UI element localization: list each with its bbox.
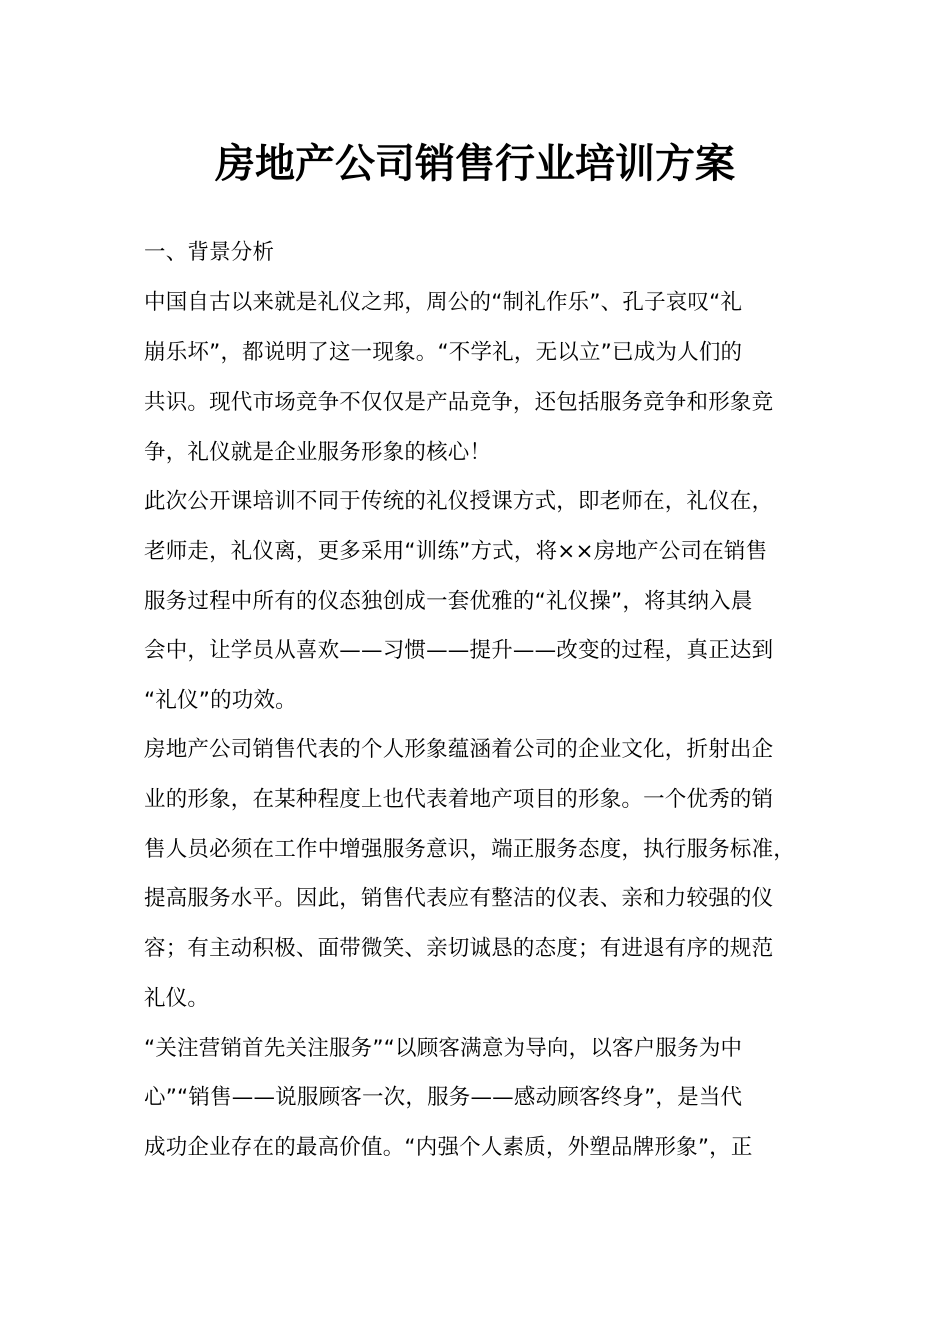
- body-line: 服务过程中所有的仪态独创成一套优雅的“礼仪操”，将其纳入晨: [144, 589, 753, 614]
- body-line: 售人员必须在工作中增强服务意识，端正服务态度，执行服务标准，: [144, 837, 796, 862]
- body-line: 房地产公司销售代表的个人形象蕴涵着公司的企业文化，折射出企: [144, 737, 774, 762]
- body-line: 崩乐坏”，都说明了这一现象。“不学礼，无以立”已成为人们的: [144, 340, 743, 365]
- body-line: 争，礼仪就是企业服务形象的核心！: [144, 440, 492, 465]
- body-line: 会中，让学员从喜欢——习惯——提升——改变的过程，真正达到: [144, 638, 774, 663]
- body-line: 业的形象，在某种程度上也代表着地产项目的形象。一个优秀的销: [144, 787, 774, 812]
- body-line: 礼仪。: [144, 986, 210, 1011]
- body-line: 成功企业存在的最高价值。“内强个人素质，外塑品牌形象”，正: [144, 1135, 753, 1160]
- body-line: “礼仪”的功效。: [144, 688, 297, 713]
- body-line: 此次公开课培训不同于传统的礼仪授课方式，即老师在，礼仪在，: [144, 489, 774, 514]
- body-line: 容；有主动积极、面带微笑、亲切诚恳的态度；有进退有序的规范: [144, 936, 774, 961]
- document-title: 房地产公司销售行业培训方案: [215, 141, 735, 187]
- body-line: 老师走，礼仪离，更多采用“训练”方式，将××房地产公司在销售: [144, 539, 768, 564]
- body-line: “关注营销首先关注服务”“以顾客满意为导向，以客户服务为中: [144, 1036, 743, 1061]
- body-line: 提高服务水平。因此，销售代表应有整洁的仪表、亲和力较强的仪: [144, 886, 774, 911]
- body-line: 心”“销售——说服顾客一次，服务——感动顾客终身”，是当代: [144, 1085, 743, 1110]
- section-heading: 一、背景分析: [144, 240, 275, 265]
- body-line: 中国自古以来就是礼仪之邦，周公的“制礼作乐”、孔子哀叹“礼: [144, 290, 743, 315]
- body-line: 共识。现代市场竞争不仅仅是产品竞争，还包括服务竞争和形象竞: [144, 390, 774, 415]
